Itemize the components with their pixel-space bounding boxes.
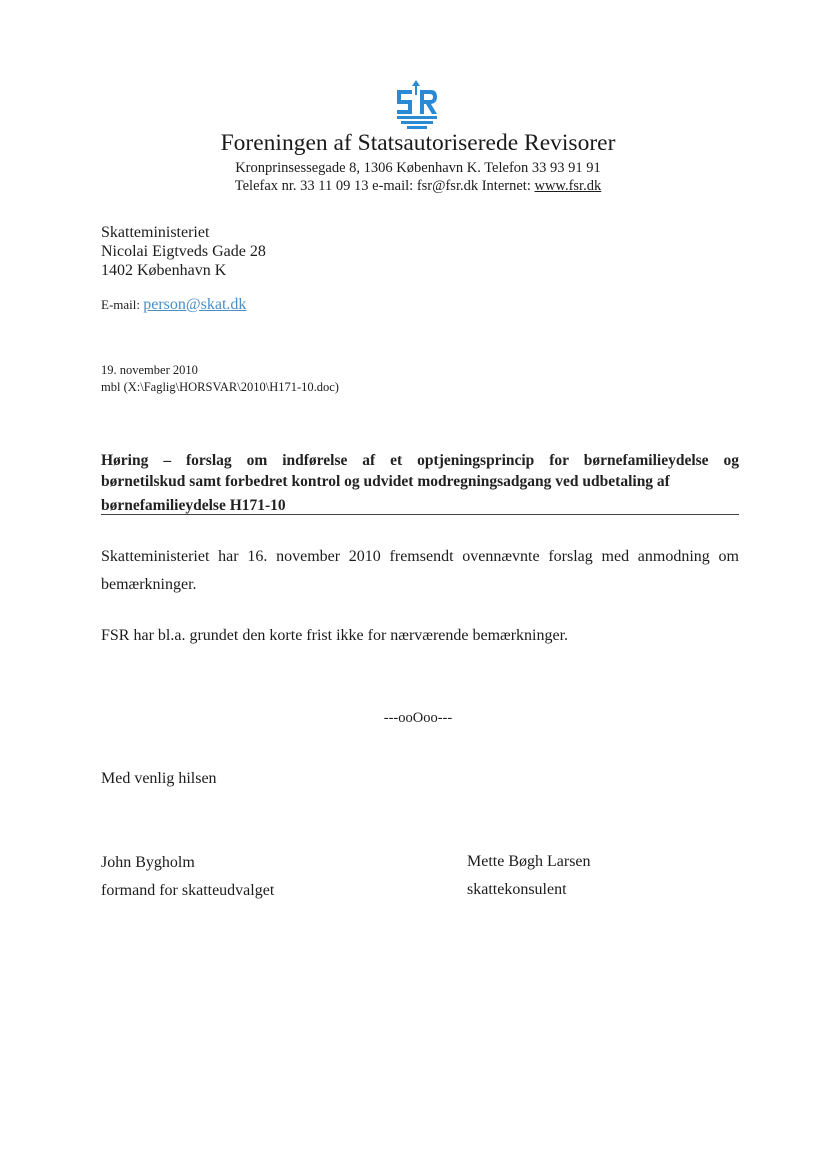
organization-address: Kronprinsessegade 8, 1306 København K. Telefon 33 93 91 91 [235,160,601,176]
subject-line-3: børnefamilieydelse H171-10 [101,497,286,514]
paragraph-1-line-2: bemærkninger. [101,576,197,593]
subject-line-1: Høring – forslag om indførelse af et optjeningsprincip for børnefamilieydelse og [101,452,739,469]
file-reference: mbl (X:\Faglig\HORSVAR\2010\H171-10.doc) [101,380,339,394]
recipient-street: Nicolai Eigtveds Gade 28 [101,243,266,260]
recipient-name: Skatteministeriet [101,224,210,241]
recipient-email-line [101,296,246,314]
organization-contact [0,178,826,195]
signatory-2-name: Mette Bøgh Larsen [467,853,591,870]
closing-greeting: Med venlig hilsen [101,770,217,787]
fsr-logo [393,80,439,130]
signatory-2-title: skattekonsulent [467,881,567,898]
letter-date: 19. november 2010 [101,363,198,377]
email-label: E-mail: [101,297,144,312]
body-paragraph-2: FSR har bl.a. grundet den korte frist ikke for nærværende bemærkninger. [101,627,569,644]
recipient-city: 1402 København K [101,262,227,279]
website-link[interactable]: www.fsr.dk [534,178,602,194]
organization-name: Foreningen af Statsautoriserede Revisorer [220,130,616,156]
signatory-1-name: John Bygholm [101,854,195,871]
signatory-1-title: formand for skatteudvalget [101,882,275,899]
body-paragraph-1 [101,543,739,599]
subject-line-2: børnetilskud samt forbedret kontrol og udvidet modregningsadgang ved udbetaling af [101,472,670,490]
recipient-email-link[interactable]: person@skat.dk [143,296,247,313]
letter-subject [101,451,739,517]
contact-details: Telefax nr. 33 11 09 13 e-mail: fsr@fsr.dk Internet: [234,178,535,194]
section-separator: ---ooOoo--- [383,710,453,726]
paragraph-1-line-1: Skatteministeriet har 16. november 2010 fremsendt ovennævnte forslag med anmodning om [101,548,739,565]
subject-underline [101,514,739,515]
